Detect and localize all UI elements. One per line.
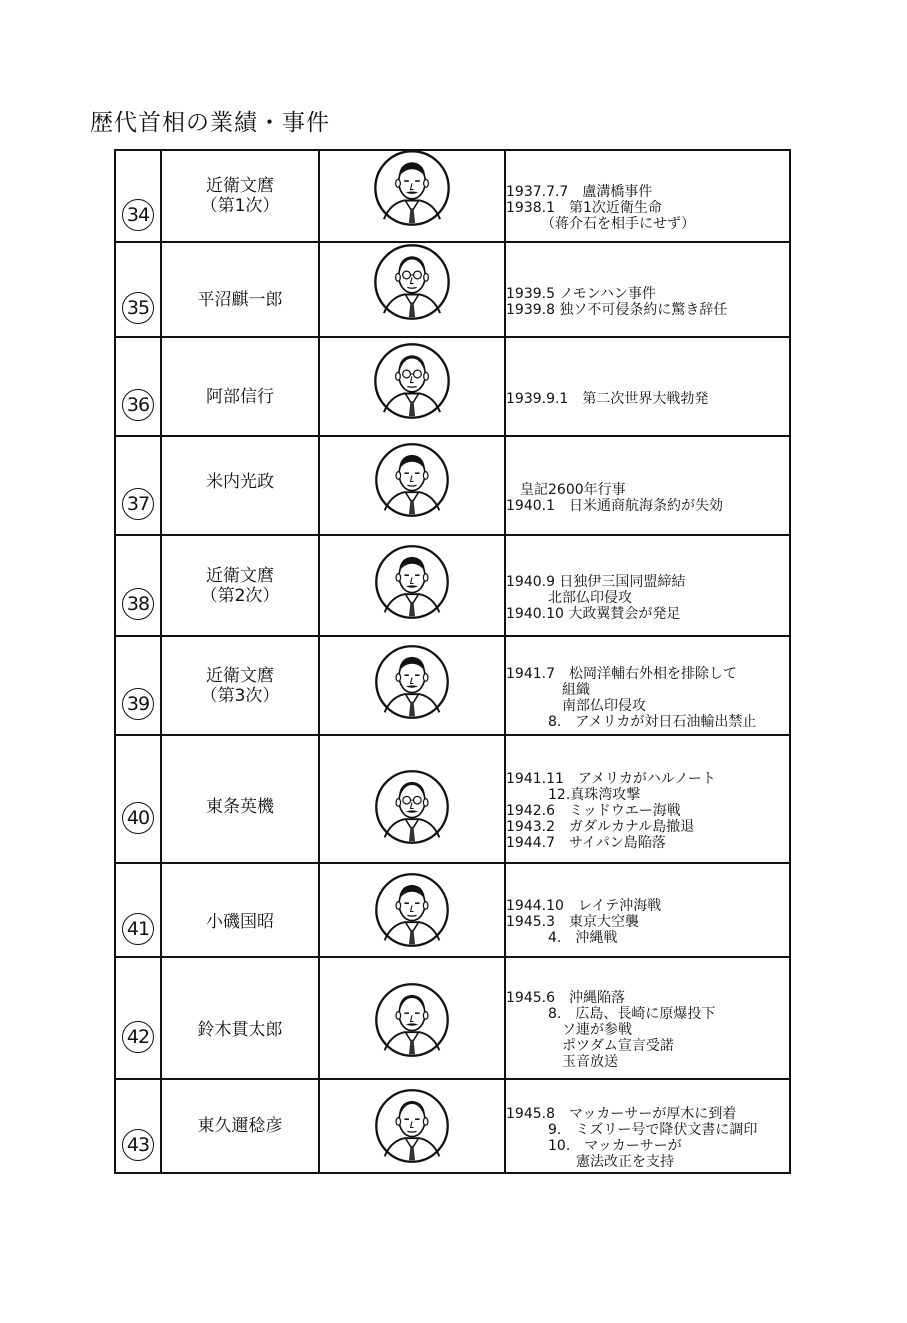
portrait-icon bbox=[373, 149, 451, 227]
number-cell bbox=[115, 735, 161, 863]
event-line: 1944.7 サイパン島陥落 bbox=[506, 835, 666, 851]
table-row bbox=[115, 337, 790, 436]
portrait-icon bbox=[374, 442, 450, 518]
events-cell bbox=[505, 337, 790, 436]
portrait-cell bbox=[319, 735, 505, 863]
name-cell bbox=[161, 957, 319, 1079]
portrait-icon bbox=[374, 644, 450, 720]
portrait-cell bbox=[319, 337, 505, 436]
portrait-cell bbox=[319, 957, 505, 1079]
number-badge: 39 bbox=[122, 688, 154, 720]
number-cell bbox=[115, 1079, 161, 1173]
portrait-cell bbox=[319, 150, 505, 242]
number-badge: 43 bbox=[122, 1129, 154, 1161]
portrait-cell bbox=[319, 636, 505, 735]
table-row bbox=[115, 242, 790, 337]
event-line: 12.真珠湾攻撃 bbox=[506, 787, 641, 803]
events-cell bbox=[505, 636, 790, 735]
cabinet-term: （第3次） bbox=[200, 685, 280, 706]
number-cell bbox=[115, 337, 161, 436]
event-line: 憲法改正を支持 bbox=[506, 1154, 674, 1170]
event-line: 1942.6 ミッドウエー海戦 bbox=[506, 803, 681, 819]
name-cell bbox=[161, 436, 319, 535]
table-row bbox=[115, 436, 790, 535]
portrait-icon bbox=[374, 872, 450, 948]
events-cell bbox=[505, 957, 790, 1079]
event-line: 1937.7.7 盧溝橋事件 bbox=[506, 184, 653, 200]
prime-minister-name: 米内光政 bbox=[206, 471, 274, 492]
name-cell bbox=[161, 636, 319, 735]
table-row bbox=[115, 735, 790, 863]
event-line: 9. ミズリー号で降伏文書に調印 bbox=[506, 1122, 758, 1138]
event-line: 10. マッカーサーが bbox=[506, 1138, 682, 1154]
prime-minister-name: 近衛文麿 bbox=[206, 665, 274, 686]
prime-minister-name: 東条英機 bbox=[206, 797, 274, 817]
cabinet-term: （第2次） bbox=[200, 585, 280, 606]
name-cell bbox=[161, 337, 319, 436]
event-line: 1940.9 日独伊三国同盟締結 bbox=[506, 573, 686, 590]
table-row bbox=[115, 150, 790, 242]
events-cell bbox=[505, 735, 790, 863]
event-line: 1945.3 東京大空襲 bbox=[506, 914, 639, 930]
events-cell bbox=[505, 242, 790, 337]
prime-minister-table bbox=[114, 149, 791, 1174]
portrait-cell bbox=[319, 1079, 505, 1173]
events-cell bbox=[505, 436, 790, 535]
name-cell bbox=[161, 735, 319, 863]
name-cell bbox=[161, 1079, 319, 1173]
number-cell bbox=[115, 863, 161, 957]
number-cell bbox=[115, 535, 161, 636]
table-row bbox=[115, 957, 790, 1079]
event-line: 8. 広島、長崎に原爆投下 bbox=[506, 1006, 716, 1022]
event-line: 北部仏印侵攻 bbox=[506, 589, 632, 606]
event-line: 玉音放送 bbox=[506, 1054, 618, 1070]
name-cell bbox=[161, 535, 319, 636]
events-cell bbox=[505, 150, 790, 242]
event-line: 8. アメリカが対日石油輸出禁止 bbox=[506, 713, 757, 730]
events-cell bbox=[505, 863, 790, 957]
number-badge: 35 bbox=[122, 292, 154, 324]
event-line: 1940.1 日米通商航海条約が失効 bbox=[506, 497, 723, 514]
number-cell bbox=[115, 636, 161, 735]
number-badge: 37 bbox=[122, 488, 154, 520]
number-cell bbox=[115, 436, 161, 535]
prime-minister-name: 東久邇稔彦 bbox=[197, 1116, 283, 1136]
prime-minister-name: 鈴木貫太郎 bbox=[197, 1020, 283, 1040]
event-line: 1941.7 松岡洋輔右外相を排除して bbox=[506, 665, 737, 682]
event-line: 1945.8 マッカーサーが厚木に到着 bbox=[506, 1106, 737, 1122]
portrait-icon bbox=[374, 1088, 450, 1164]
portrait-cell bbox=[319, 436, 505, 535]
portrait-icon bbox=[374, 769, 450, 845]
event-line: 4. 沖縄戦 bbox=[506, 930, 618, 946]
table-row bbox=[115, 1079, 790, 1173]
name-cell bbox=[161, 242, 319, 337]
portrait-icon bbox=[373, 342, 451, 420]
number-badge: 41 bbox=[122, 913, 154, 945]
portrait-icon bbox=[374, 544, 450, 620]
number-badge: 38 bbox=[122, 588, 154, 620]
event-line: 1939.9.1 第二次世界大戦勃発 bbox=[506, 390, 709, 407]
number-cell bbox=[115, 242, 161, 337]
event-line: 1944.10 レイテ沖海戦 bbox=[506, 898, 662, 914]
event-line: 1939.5 ノモンハン事件 bbox=[506, 285, 656, 302]
name-cell bbox=[161, 150, 319, 242]
events-cell bbox=[505, 535, 790, 636]
cabinet-term: （第1次） bbox=[200, 196, 280, 216]
table-row bbox=[115, 535, 790, 636]
number-badge: 42 bbox=[122, 1021, 154, 1053]
table-row bbox=[115, 636, 790, 735]
event-line: 皇記2600年行事 bbox=[506, 481, 626, 498]
event-line: 1940.10 大政翼賛会が発足 bbox=[506, 605, 681, 622]
event-line: ポツダム宣言受諾 bbox=[506, 1038, 674, 1054]
event-line: 南部仏印侵攻 bbox=[506, 697, 646, 714]
portrait-cell bbox=[319, 863, 505, 957]
portrait-cell bbox=[319, 242, 505, 337]
table-row bbox=[115, 863, 790, 957]
event-line: 1945.6 沖縄陥落 bbox=[506, 990, 625, 1006]
event-line: 1943.2 ガダルカナル島撤退 bbox=[506, 819, 695, 835]
prime-minister-name: 小磯国昭 bbox=[206, 912, 274, 932]
portrait-icon bbox=[373, 243, 451, 321]
event-line: 1938.1 第1次近衛生命 bbox=[506, 200, 662, 216]
prime-minister-name: 近衛文麿 bbox=[206, 176, 274, 196]
event-line: ソ連が参戦 bbox=[506, 1022, 632, 1038]
prime-minister-name: 平沼麒一郎 bbox=[197, 289, 283, 310]
events-cell bbox=[505, 1079, 790, 1173]
prime-minister-name: 近衛文麿 bbox=[206, 565, 274, 586]
event-line: 1941.11 アメリカがハルノート bbox=[506, 771, 716, 787]
event-line: （蒋介石を相手にせず） bbox=[506, 216, 695, 232]
number-cell bbox=[115, 957, 161, 1079]
number-badge: 34 bbox=[122, 199, 154, 231]
number-cell bbox=[115, 150, 161, 242]
name-cell bbox=[161, 863, 319, 957]
portrait-icon bbox=[374, 982, 450, 1058]
prime-minister-name: 阿部信行 bbox=[206, 386, 274, 407]
page-title: 歴代首相の業績・事件 bbox=[90, 110, 330, 136]
event-line: 組織 bbox=[506, 681, 590, 698]
number-badge: 40 bbox=[122, 802, 154, 834]
number-badge: 36 bbox=[122, 389, 154, 421]
portrait-cell bbox=[319, 535, 505, 636]
table-body bbox=[115, 150, 790, 1173]
event-line: 1939.8 独ソ不可侵条約に驚き辞任 bbox=[506, 301, 728, 318]
